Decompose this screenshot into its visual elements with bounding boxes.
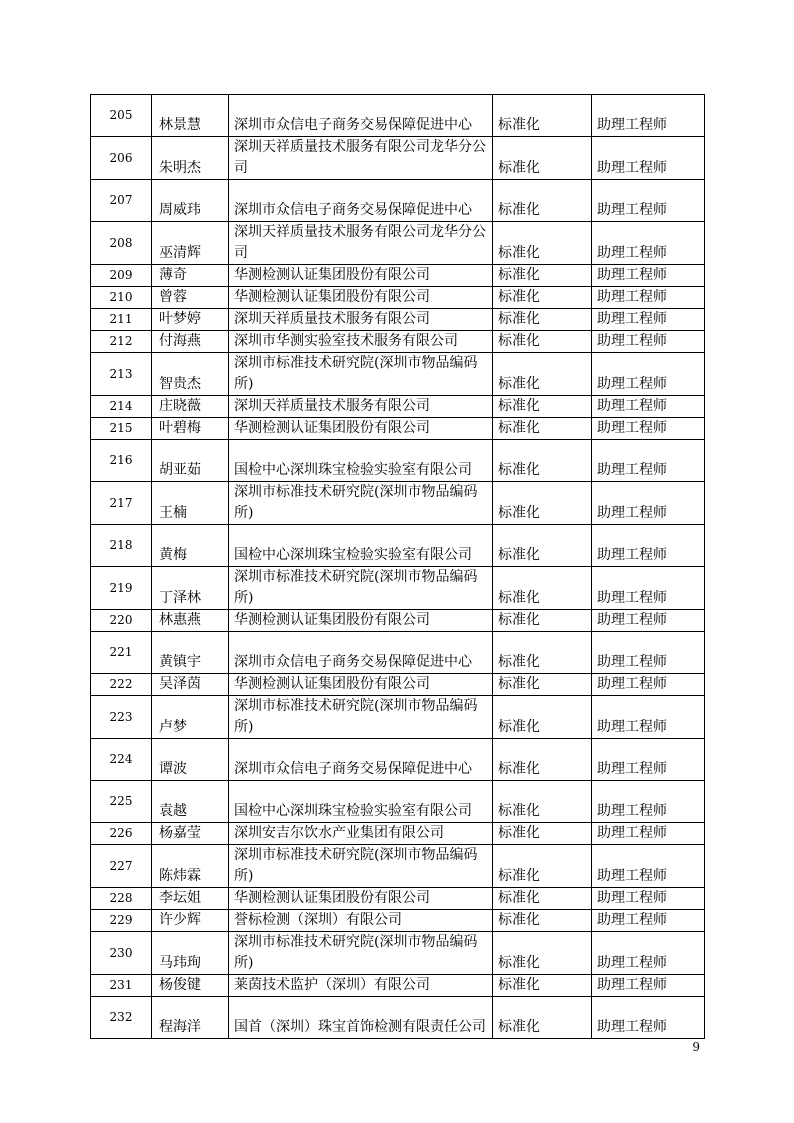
organization-cell: 深圳市标准技术研究院(深圳市物品编码所) (229, 932, 493, 975)
specialty-cell: 标准化 (493, 396, 592, 418)
specialty-cell: 标准化 (493, 525, 592, 567)
specialty-cell: 标准化 (493, 287, 592, 309)
organization-cell: 华测检测认证集团股份有限公司 (229, 888, 493, 910)
specialty-cell: 标准化 (493, 910, 592, 932)
specialty-cell: 标准化 (493, 265, 592, 287)
row-number-cell: 231 (91, 975, 152, 997)
person-name-cell: 程海洋 (152, 997, 229, 1039)
person-name-cell: 谭波 (152, 739, 229, 781)
job-title-cell: 助理工程师 (592, 95, 705, 137)
organization-cell: 莱茵技术监护（深圳）有限公司 (229, 975, 493, 997)
job-title-cell: 助理工程师 (592, 932, 705, 975)
organization-cell: 深圳市众信电子商务交易保障促进中心 (229, 180, 493, 222)
row-number-cell: 213 (91, 353, 152, 396)
person-name-cell: 庄晓薇 (152, 396, 229, 418)
person-name-cell: 袁越 (152, 781, 229, 823)
person-name-cell: 王楠 (152, 482, 229, 525)
organization-cell: 国检中心深圳珠宝检验实验室有限公司 (229, 525, 493, 567)
job-title-cell: 助理工程师 (592, 309, 705, 331)
job-title-cell: 助理工程师 (592, 180, 705, 222)
personnel-table-body (91, 95, 705, 1039)
job-title-cell: 助理工程师 (592, 997, 705, 1039)
person-name-cell: 吴泽茵 (152, 674, 229, 696)
person-name-cell: 叶碧梅 (152, 418, 229, 440)
job-title-cell: 助理工程师 (592, 975, 705, 997)
table-row (91, 222, 705, 265)
specialty-cell: 标准化 (493, 739, 592, 781)
table-row (91, 910, 705, 932)
organization-cell: 华测检测认证集团股份有限公司 (229, 287, 493, 309)
specialty-cell: 标准化 (493, 440, 592, 482)
job-title-cell: 助理工程师 (592, 265, 705, 287)
row-number-cell: 210 (91, 287, 152, 309)
specialty-cell: 标准化 (493, 222, 592, 265)
table-row (91, 95, 705, 137)
row-number-cell: 217 (91, 482, 152, 525)
row-number-cell: 228 (91, 888, 152, 910)
table-row (91, 396, 705, 418)
row-number-cell: 225 (91, 781, 152, 823)
person-name-cell: 黄梅 (152, 525, 229, 567)
row-number-cell: 209 (91, 265, 152, 287)
row-number-cell: 207 (91, 180, 152, 222)
organization-cell: 深圳天祥质量技术服务有限公司龙华分公司 (229, 222, 493, 265)
table-row (91, 610, 705, 632)
organization-cell: 深圳天祥质量技术服务有限公司 (229, 309, 493, 331)
specialty-cell: 标准化 (493, 309, 592, 331)
job-title-cell: 助理工程师 (592, 696, 705, 739)
organization-cell: 深圳市华测实验室技术服务有限公司 (229, 331, 493, 353)
job-title-cell: 助理工程师 (592, 525, 705, 567)
specialty-cell: 标准化 (493, 95, 592, 137)
person-name-cell: 巫清辉 (152, 222, 229, 265)
table-row (91, 331, 705, 353)
organization-cell: 华测检测认证集团股份有限公司 (229, 674, 493, 696)
row-number-cell: 229 (91, 910, 152, 932)
organization-cell: 深圳市众信电子商务交易保障促进中心 (229, 739, 493, 781)
organization-cell: 深圳市众信电子商务交易保障促进中心 (229, 632, 493, 674)
person-name-cell: 薄奇 (152, 265, 229, 287)
specialty-cell: 标准化 (493, 997, 592, 1039)
row-number-cell: 230 (91, 932, 152, 975)
row-number-cell: 227 (91, 845, 152, 888)
organization-cell: 深圳市标准技术研究院(深圳市物品编码所) (229, 353, 493, 396)
row-number-cell: 223 (91, 696, 152, 739)
person-name-cell: 智贵杰 (152, 353, 229, 396)
row-number-cell: 211 (91, 309, 152, 331)
job-title-cell: 助理工程师 (592, 287, 705, 309)
organization-cell: 华测检测认证集团股份有限公司 (229, 265, 493, 287)
specialty-cell: 标准化 (493, 975, 592, 997)
table-row (91, 997, 705, 1039)
specialty-cell: 标准化 (493, 696, 592, 739)
person-name-cell: 叶梦婷 (152, 309, 229, 331)
table-row (91, 674, 705, 696)
organization-cell: 国检中心深圳珠宝检验实验室有限公司 (229, 440, 493, 482)
table-row (91, 632, 705, 674)
organization-cell: 深圳安吉尔饮水产业集团有限公司 (229, 823, 493, 845)
row-number-cell: 205 (91, 95, 152, 137)
person-name-cell: 杨嘉莹 (152, 823, 229, 845)
specialty-cell: 标准化 (493, 823, 592, 845)
job-title-cell: 助理工程师 (592, 888, 705, 910)
person-name-cell: 黄镇宇 (152, 632, 229, 674)
job-title-cell: 助理工程师 (592, 823, 705, 845)
row-number-cell: 222 (91, 674, 152, 696)
person-name-cell: 朱明杰 (152, 137, 229, 180)
job-title-cell: 助理工程师 (592, 610, 705, 632)
organization-cell: 深圳市标准技术研究院(深圳市物品编码所) (229, 567, 493, 610)
table-row (91, 888, 705, 910)
person-name-cell: 马玮珣 (152, 932, 229, 975)
person-name-cell: 周威玮 (152, 180, 229, 222)
row-number-cell: 219 (91, 567, 152, 610)
table-row (91, 975, 705, 997)
table-row (91, 739, 705, 781)
specialty-cell: 标准化 (493, 610, 592, 632)
row-number-cell: 208 (91, 222, 152, 265)
person-name-cell: 胡亚茹 (152, 440, 229, 482)
table-row (91, 567, 705, 610)
job-title-cell: 助理工程师 (592, 845, 705, 888)
job-title-cell: 助理工程师 (592, 331, 705, 353)
organization-cell: 深圳市标准技术研究院(深圳市物品编码所) (229, 696, 493, 739)
organization-cell: 深圳天祥质量技术服务有限公司龙华分公司 (229, 137, 493, 180)
specialty-cell: 标准化 (493, 781, 592, 823)
table-row (91, 353, 705, 396)
organization-cell: 华测检测认证集团股份有限公司 (229, 418, 493, 440)
row-number-cell: 215 (91, 418, 152, 440)
person-name-cell: 陈炜霖 (152, 845, 229, 888)
table-row (91, 525, 705, 567)
organization-cell: 深圳市标准技术研究院(深圳市物品编码所) (229, 845, 493, 888)
table-row (91, 823, 705, 845)
organization-cell: 国首（深圳）珠宝首饰检测有限责任公司 (229, 997, 493, 1039)
specialty-cell: 标准化 (493, 137, 592, 180)
specialty-cell: 标准化 (493, 331, 592, 353)
row-number-cell: 214 (91, 396, 152, 418)
specialty-cell: 标准化 (493, 674, 592, 696)
table-row (91, 180, 705, 222)
specialty-cell: 标准化 (493, 845, 592, 888)
table-row (91, 418, 705, 440)
job-title-cell: 助理工程师 (592, 137, 705, 180)
table-row (91, 309, 705, 331)
specialty-cell: 标准化 (493, 418, 592, 440)
job-title-cell: 助理工程师 (592, 353, 705, 396)
person-name-cell: 林惠燕 (152, 610, 229, 632)
person-name-cell: 卢梦 (152, 696, 229, 739)
person-name-cell: 曾蓉 (152, 287, 229, 309)
specialty-cell: 标准化 (493, 180, 592, 222)
job-title-cell: 助理工程师 (592, 482, 705, 525)
job-title-cell: 助理工程师 (592, 781, 705, 823)
job-title-cell: 助理工程师 (592, 396, 705, 418)
person-name-cell: 许少辉 (152, 910, 229, 932)
table-row (91, 781, 705, 823)
specialty-cell: 标准化 (493, 932, 592, 975)
organization-cell: 国检中心深圳珠宝检验实验室有限公司 (229, 781, 493, 823)
table-row (91, 137, 705, 180)
job-title-cell: 助理工程师 (592, 418, 705, 440)
job-title-cell: 助理工程师 (592, 674, 705, 696)
personnel-table (90, 94, 705, 1039)
table-row (91, 265, 705, 287)
table-row (91, 932, 705, 975)
row-number-cell: 221 (91, 632, 152, 674)
row-number-cell: 226 (91, 823, 152, 845)
job-title-cell: 助理工程师 (592, 567, 705, 610)
person-name-cell: 丁泽林 (152, 567, 229, 610)
job-title-cell: 助理工程师 (592, 440, 705, 482)
organization-cell: 深圳天祥质量技术服务有限公司 (229, 396, 493, 418)
organization-cell: 华测检测认证集团股份有限公司 (229, 610, 493, 632)
job-title-cell: 助理工程师 (592, 739, 705, 781)
specialty-cell: 标准化 (493, 482, 592, 525)
job-title-cell: 助理工程师 (592, 910, 705, 932)
table-row (91, 845, 705, 888)
page-number: 9 (692, 1040, 700, 1054)
person-name-cell: 李坛姐 (152, 888, 229, 910)
specialty-cell: 标准化 (493, 567, 592, 610)
organization-cell: 深圳市标准技术研究院(深圳市物品编码所) (229, 482, 493, 525)
row-number-cell: 224 (91, 739, 152, 781)
specialty-cell: 标准化 (493, 353, 592, 396)
specialty-cell: 标准化 (493, 632, 592, 674)
table-row (91, 696, 705, 739)
table-row (91, 482, 705, 525)
table-row (91, 440, 705, 482)
row-number-cell: 212 (91, 331, 152, 353)
row-number-cell: 216 (91, 440, 152, 482)
row-number-cell: 232 (91, 997, 152, 1039)
person-name-cell: 林景慧 (152, 95, 229, 137)
person-name-cell: 付海燕 (152, 331, 229, 353)
row-number-cell: 218 (91, 525, 152, 567)
person-name-cell: 杨俊键 (152, 975, 229, 997)
job-title-cell: 助理工程师 (592, 632, 705, 674)
table-row (91, 287, 705, 309)
organization-cell: 誉标检测（深圳）有限公司 (229, 910, 493, 932)
job-title-cell: 助理工程师 (592, 222, 705, 265)
organization-cell: 深圳市众信电子商务交易保障促进中心 (229, 95, 493, 137)
row-number-cell: 206 (91, 137, 152, 180)
specialty-cell: 标准化 (493, 888, 592, 910)
row-number-cell: 220 (91, 610, 152, 632)
